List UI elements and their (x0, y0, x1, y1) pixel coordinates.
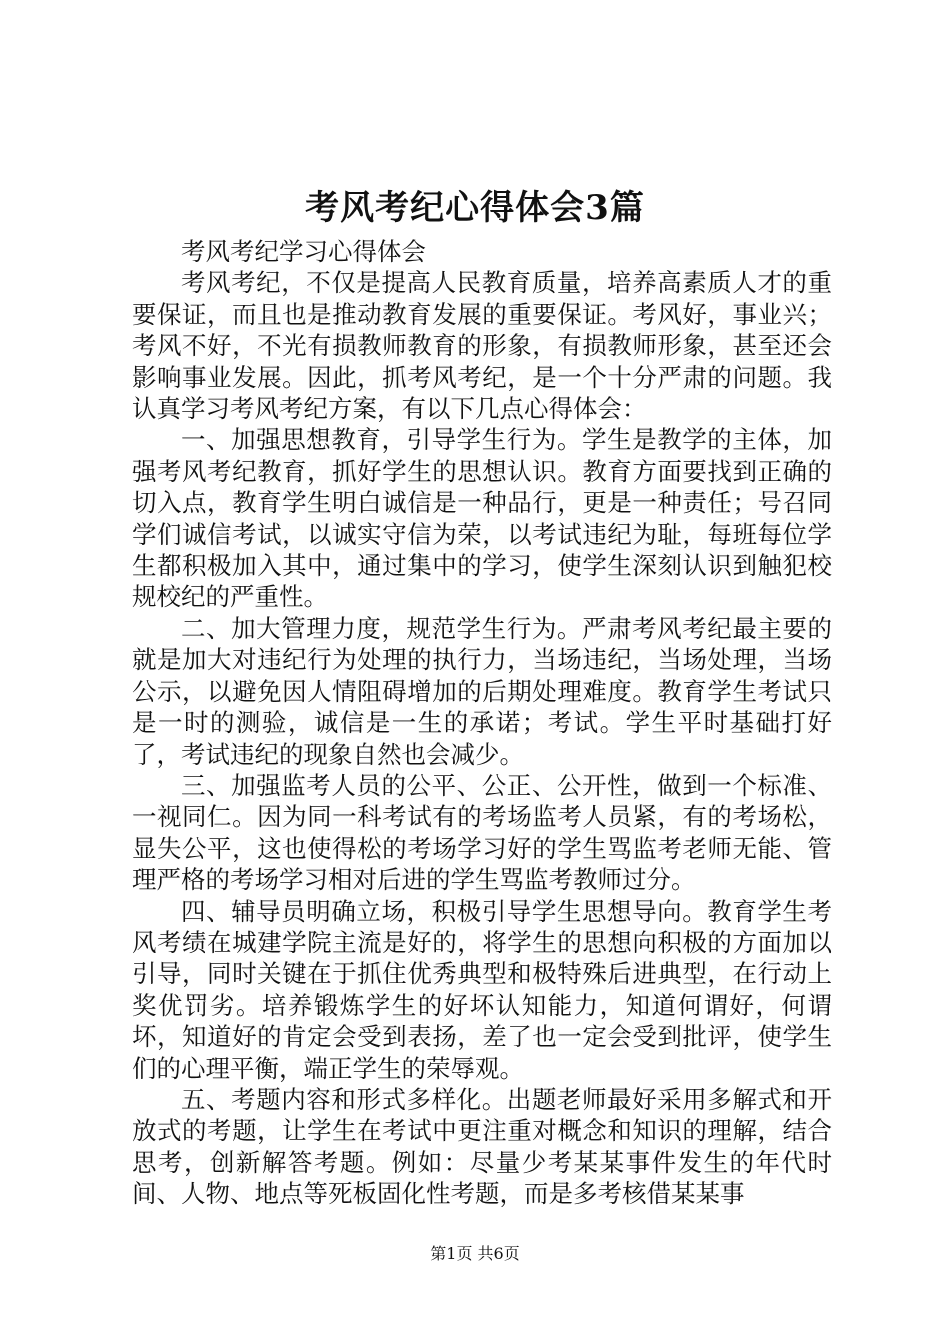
point-one-paragraph: 一、加强思想教育，引导学生行为。学生是教学的主体，加强考风考纪教育，抓好学生的思想认识。教育方面要找到正确的切入点，教育学生明白诚信是一种品行，更是一种责任；号召同学们诚信考试，以诚实守信为荣，以考试违纪为耻，每班每位学生都积极加入其中，通过集中的学习，使学生深刻认识到触犯校规校纪的严重性。 (132, 425, 832, 612)
point-four-paragraph: 四、辅导员明确立场，积极引导学生思想导向。教育学生考风考绩在城建学院主流是好的，将学生的思想向积极的方面加以引导，同时关键在于抓住优秀典型和极特殊后进典型，在行动上奖优罚劣。培养锻炼学生的好坏认知能力，知道何谓好，何谓坏，知道好的肯定会受到表扬，差了也一定会受到批评，使学生们的心理平衡，端正学生的荣辱观。 (132, 896, 832, 1083)
subtitle-paragraph: 考风考纪学习心得体会 (181, 237, 426, 266)
intro-paragraph: 考风考纪，不仅是提高人民教育质量，培养高素质人才的重要保证，而且也是推动教育发展的重要保证。考风好，事业兴；考风不好，不光有损教师教育的形象，有损教师形象，甚至还会影响事业发展。因此，抓考风考纪，是一个十分严肃的问题。我认真学习考风考纪方案，有以下几点心得体会： (132, 268, 832, 424)
document-body (132, 236, 832, 1210)
point-three-paragraph: 三、加强监考人员的公平、公正、公开性，做到一个标准、一视同仁。因为同一科考试有的考场监考人员紧，有的考场松，显失公平，这也使得松的考场学习好的学生骂监考老师无能、管理严格的考场学习相对后进的学生骂监考教师过分。 (132, 770, 832, 895)
point-five-paragraph: 五、考题内容和形式多样化。出题老师最好采用多解式和开放式的考题，让学生在考试中更注重对概念和知识的理解，结合思考，创新解答考题。例如：尽量少考某某事件发生的年代时间、人物、地点等死板固化性考题，而是多考核借某某事 (132, 1084, 832, 1209)
page-footer: 第1页 共6页 (430, 1244, 520, 1263)
document-title: 考风考纪心得体会3篇 (305, 188, 645, 228)
point-two-paragraph: 二、加大管理力度，规范学生行为。严肃考风考纪最主要的就是加大对违纪行为处理的执行力，当场违纪，当场处理，当场公示，以避免因人情阻碍增加的后期处理难度。教育学生考试只是一时的测验，诚信是一生的承诺；考试。学生平时基础打好了，考试违纪的现象自然也会减少。 (132, 613, 832, 769)
